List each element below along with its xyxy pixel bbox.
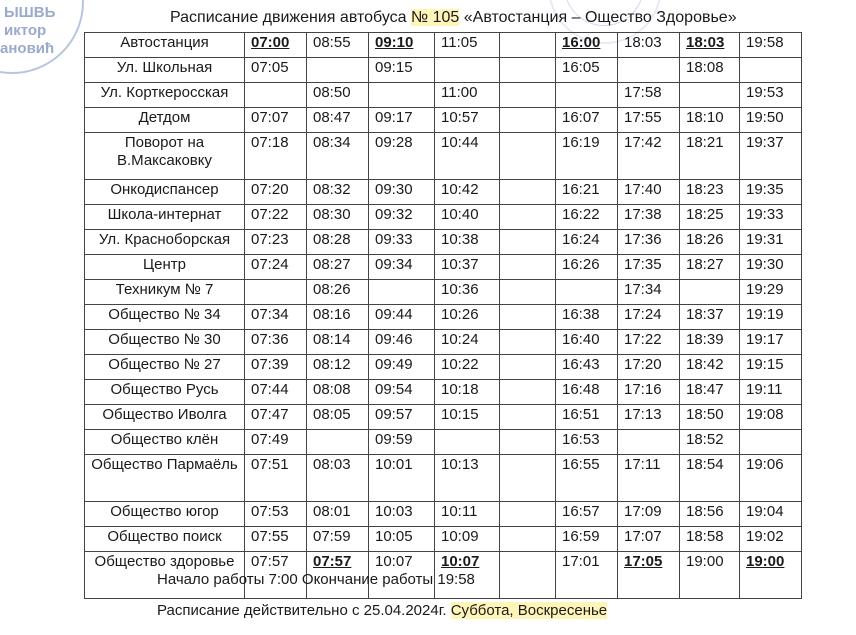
gap-cell [500,502,556,527]
time-cell: 07:36 [245,330,307,355]
time-cell: 17:38 [618,205,680,230]
stop-name: Центр [85,255,245,280]
gap-cell [500,180,556,205]
time-cell: 07:57 [307,552,369,599]
gap-cell [500,430,556,455]
time-cell: 08:27 [307,255,369,280]
time-cell: 19:00 [680,552,740,599]
time-cell: 07:53 [245,502,307,527]
stop-name: Общество Русь [85,380,245,405]
validity-note [157,602,607,619]
time-cell: 08:16 [307,305,369,330]
time-cell: 18:21 [680,133,740,180]
time-cell: 07:23 [245,230,307,255]
time-cell: 18:56 [680,502,740,527]
table-row [85,455,802,502]
gap-cell [500,230,556,255]
time-cell [556,280,618,305]
time-cell: 07:05 [245,58,307,83]
time-cell: 07:07 [245,108,307,133]
stop-name: Общество № 27 [85,355,245,380]
time-cell: 16:07 [556,108,618,133]
time-cell: 18:37 [680,305,740,330]
gap-cell [500,58,556,83]
time-cell: 19:06 [740,455,802,502]
time-cell: 17:11 [618,455,680,502]
time-cell [680,280,740,305]
gap-cell [500,405,556,430]
stamp-text-3: ановић [0,40,55,57]
stop-name: Автостанция [85,33,245,58]
validity-prefix: Расписание действительно с 25.04.2024г. [157,602,451,619]
time-cell: 18:27 [680,255,740,280]
time-cell: 07:57 [245,552,307,599]
time-cell [245,280,307,305]
stop-name: Общество поиск [85,527,245,552]
title-prefix: Расписание движения автобуса [170,9,411,26]
time-cell: 08:03 [307,455,369,502]
stop-name: Школа-интернат [85,205,245,230]
working-hours: Начало работы 7:00 Окончание работы 19:58 [157,571,475,588]
time-cell: 08:47 [307,108,369,133]
time-cell: 09:49 [369,355,435,380]
time-cell: 07:55 [245,527,307,552]
time-cell: 18:03 [680,33,740,58]
time-cell: 17:55 [618,108,680,133]
time-cell [740,430,802,455]
time-cell: 07:18 [245,133,307,180]
time-cell: 18:50 [680,405,740,430]
time-cell: 08:08 [307,380,369,405]
time-cell: 07:34 [245,305,307,330]
table-row [85,502,802,527]
time-cell: 16:59 [556,527,618,552]
time-cell [245,83,307,108]
time-cell [435,430,500,455]
time-cell: 07:22 [245,205,307,230]
gap-cell [500,133,556,180]
time-cell: 16:57 [556,502,618,527]
time-cell [618,430,680,455]
time-cell: 18:10 [680,108,740,133]
time-cell: 07:39 [245,355,307,380]
stop-name: Детдом [85,108,245,133]
time-cell: 16:00 [556,33,618,58]
route-number: № 105 [410,9,460,26]
table-row [85,83,802,108]
time-cell: 16:40 [556,330,618,355]
time-cell: 18:08 [680,58,740,83]
time-cell: 19:17 [740,330,802,355]
gap-cell [500,33,556,58]
time-cell: 17:24 [618,305,680,330]
title-suffix: «Автостанция – Ощество Здоровье» [459,9,737,26]
time-cell: 19:00 [740,552,802,599]
time-cell: 17:05 [618,552,680,599]
time-cell: 07:44 [245,380,307,405]
time-cell: 10:42 [435,180,500,205]
time-cell: 16:48 [556,380,618,405]
time-cell: 10:57 [435,108,500,133]
time-cell: 17:16 [618,380,680,405]
table-row [85,205,802,230]
stop-name: Общество Пармаёль [85,455,245,502]
stop-name: Онкодиспансер [85,180,245,205]
time-cell: 10:40 [435,205,500,230]
stop-name: Общество № 34 [85,305,245,330]
time-cell: 10:11 [435,502,500,527]
time-cell: 18:26 [680,230,740,255]
gap-cell [500,355,556,380]
time-cell: 10:05 [369,527,435,552]
time-cell: 19:31 [740,230,802,255]
stop-name: Общество югор [85,502,245,527]
gap-cell [500,108,556,133]
time-cell: 18:23 [680,180,740,205]
time-cell: 16:19 [556,133,618,180]
time-cell: 10:44 [435,133,500,180]
time-cell: 07:20 [245,180,307,205]
time-cell: 18:39 [680,330,740,355]
time-cell: 09:10 [369,33,435,58]
time-cell: 19:15 [740,355,802,380]
time-cell: 17:58 [618,83,680,108]
time-cell: 10:03 [369,502,435,527]
table-row [85,255,802,280]
time-cell: 09:57 [369,405,435,430]
table-row [85,305,802,330]
time-cell: 19:50 [740,108,802,133]
table-row [85,133,802,180]
time-cell: 16:05 [556,58,618,83]
time-cell: 10:13 [435,455,500,502]
page-title [170,9,737,27]
time-cell: 08:55 [307,33,369,58]
stop-name: Общество Иволга [85,405,245,430]
table-row [85,58,802,83]
time-cell: 17:20 [618,355,680,380]
time-cell: 08:12 [307,355,369,380]
stop-name: Техникум № 7 [85,280,245,305]
time-cell: 10:07 [435,552,500,599]
time-cell [369,83,435,108]
table-row [85,430,802,455]
time-cell: 10:36 [435,280,500,305]
time-cell: 19:37 [740,133,802,180]
time-cell: 19:02 [740,527,802,552]
time-cell: 09:46 [369,330,435,355]
table-row [85,380,802,405]
time-cell: 18:25 [680,205,740,230]
time-cell: 16:24 [556,230,618,255]
validity-days: Суббота, Воскресенье [450,602,608,619]
time-cell: 07:59 [307,527,369,552]
time-cell: 19:29 [740,280,802,305]
time-cell [680,83,740,108]
gap-cell [500,305,556,330]
time-cell: 07:47 [245,405,307,430]
time-cell: 09:17 [369,108,435,133]
time-cell: 10:01 [369,455,435,502]
schedule-table [84,32,802,599]
time-cell: 10:24 [435,330,500,355]
time-cell: 16:53 [556,430,618,455]
time-cell: 07:00 [245,33,307,58]
gap-cell [500,280,556,305]
time-cell: 10:15 [435,405,500,430]
time-cell: 09:15 [369,58,435,83]
time-cell: 19:04 [740,502,802,527]
time-cell: 08:01 [307,502,369,527]
table-row [85,180,802,205]
time-cell: 16:51 [556,405,618,430]
time-cell: 19:58 [740,33,802,58]
time-cell: 16:43 [556,355,618,380]
time-cell: 18:54 [680,455,740,502]
time-cell: 17:34 [618,280,680,305]
time-cell: 10:26 [435,305,500,330]
time-cell: 09:30 [369,180,435,205]
time-cell: 19:33 [740,205,802,230]
table-row [85,33,802,58]
time-cell: 17:35 [618,255,680,280]
time-cell: 08:14 [307,330,369,355]
time-cell: 19:30 [740,255,802,280]
time-cell: 17:09 [618,502,680,527]
time-cell: 18:42 [680,355,740,380]
stop-name: Ул. Школьная [85,58,245,83]
time-cell [556,83,618,108]
time-cell: 19:08 [740,405,802,430]
time-cell: 08:26 [307,280,369,305]
time-cell: 08:30 [307,205,369,230]
table-row [85,330,802,355]
time-cell: 18:03 [618,33,680,58]
time-cell: 08:32 [307,180,369,205]
time-cell: 17:42 [618,133,680,180]
stop-name: Ул. Красноборская [85,230,245,255]
time-cell: 16:26 [556,255,618,280]
time-cell: 18:47 [680,380,740,405]
time-cell: 07:24 [245,255,307,280]
time-cell: 09:33 [369,230,435,255]
gap-cell [500,330,556,355]
stamp-text-2: иктор [4,22,47,39]
time-cell: 10:09 [435,527,500,552]
time-cell: 09:54 [369,380,435,405]
time-cell: 19:19 [740,305,802,330]
time-cell: 19:35 [740,180,802,205]
time-cell: 09:28 [369,133,435,180]
time-cell: 09:44 [369,305,435,330]
time-cell: 16:55 [556,455,618,502]
time-cell: 08:50 [307,83,369,108]
table-row [85,108,802,133]
time-cell: 11:00 [435,83,500,108]
time-cell: 07:51 [245,455,307,502]
time-cell: 18:52 [680,430,740,455]
time-cell: 08:28 [307,230,369,255]
time-cell [618,58,680,83]
table-row [85,230,802,255]
official-stamp [0,0,84,74]
time-cell: 09:34 [369,255,435,280]
time-cell: 11:05 [435,33,500,58]
time-cell: 08:05 [307,405,369,430]
time-cell: 09:59 [369,430,435,455]
time-cell: 19:53 [740,83,802,108]
time-cell [435,58,500,83]
time-cell: 18:58 [680,527,740,552]
time-cell: 16:21 [556,180,618,205]
time-cell: 10:38 [435,230,500,255]
time-cell: 17:07 [618,527,680,552]
time-cell: 17:36 [618,230,680,255]
gap-cell [500,527,556,552]
time-cell: 19:11 [740,380,802,405]
gap-cell [500,205,556,230]
table-row [85,527,802,552]
time-cell: 17:22 [618,330,680,355]
time-cell: 17:13 [618,405,680,430]
time-cell: 16:38 [556,305,618,330]
table-row [85,355,802,380]
gap-cell [500,255,556,280]
gap-cell [500,455,556,502]
gap-cell [500,552,556,599]
time-cell: 07:49 [245,430,307,455]
time-cell: 16:22 [556,205,618,230]
stop-name: Общество здоровье [85,552,245,599]
stop-name: Поворот на В.Максаковку [85,133,245,180]
time-cell: 10:22 [435,355,500,380]
time-cell: 10:37 [435,255,500,280]
time-cell: 17:40 [618,180,680,205]
time-cell [307,430,369,455]
time-cell [740,58,802,83]
stop-name: Общество клён [85,430,245,455]
time-cell [307,58,369,83]
stop-name: Общество № 30 [85,330,245,355]
time-cell: 10:07 [369,552,435,599]
table-row [85,280,802,305]
time-cell [369,280,435,305]
time-cell: 09:32 [369,205,435,230]
gap-cell [500,380,556,405]
time-cell: 10:18 [435,380,500,405]
gap-cell [500,83,556,108]
stamp-text-1: ЫШВЬ [4,4,56,21]
stop-name: Ул. Корткеросская [85,83,245,108]
time-cell: 08:34 [307,133,369,180]
table-row [85,405,802,430]
time-cell: 17:01 [556,552,618,599]
